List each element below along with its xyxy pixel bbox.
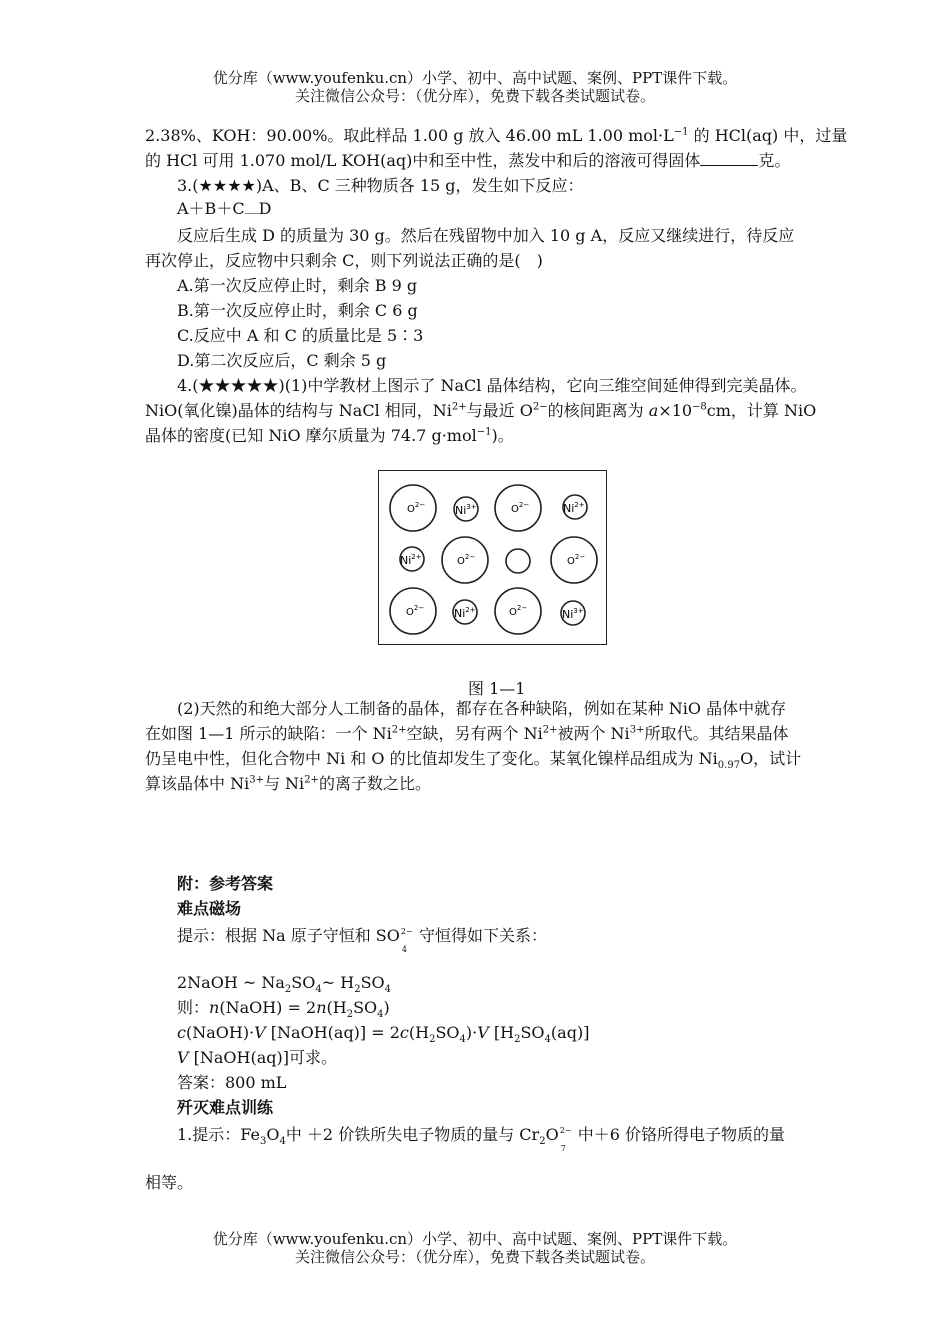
o-ion <box>390 588 436 634</box>
q3-option-c: C.反应中 A 和 C 的质量比是 5∶3 <box>177 326 424 345</box>
ni2-ion <box>563 495 587 519</box>
svg-text:O2−: $O^{2-}$ <box>509 604 528 618</box>
equation-3: c(NaOH)·V [NaOH(aq)] = $2c(H_2SO_4)\cdot V$ $[H_2SO_4(aq)]$ <box>177 1023 590 1046</box>
svg-text:Ni2+: $Ni^{2+}$ <box>454 606 476 620</box>
q3-stem: 3.(★★★★)A、B、C 三种物质各 15 g，发生如下反应： <box>177 176 584 195</box>
ni-vacancy <box>506 549 530 573</box>
header-line-2: 关注微信公众号：（优分库），免费下载各类试题试卷。 <box>294 87 655 105</box>
q2-line-1: 2.38%、KOH：90.00%。取此样品 1.00 g 放入 46.00 mL 1.00 $mol\cdot L^{-1}$ 的 HCl(aq) 中，过量 <box>145 126 848 145</box>
q4-p2-line-3: 仍呈电中性，但化合物中 Ni 和 O 的比值却发生了变化。某氧化镍样品组成为 $Ni_{0.97}O$，试计 <box>145 749 802 772</box>
q4-p2-line-4: 算该晶体中 $Ni^{3+}$与 $Ni^{2+}$的离子数之比。 <box>145 774 431 793</box>
q3-option-a: A.第一次反应停止时，剩余 B 9 g <box>177 276 418 295</box>
hint-1: 提示：根据 Na 原子守恒和 SO 2− 4 守恒得如下关系： <box>177 926 547 954</box>
answers-title: 附：参考答案 <box>177 874 274 893</box>
q3-line-4: 再次停止，反应物中只剩余 C，则下列说法正确的是( ) <box>145 251 543 270</box>
svg-text:Ni2+: $Ni^{2+}$ <box>563 501 585 515</box>
svg-text:Ni3+: $Ni^{3+}$ <box>455 503 477 517</box>
header-line-1: 优分库（www.youfenku.cn）小学、初中、高中试题、案例、PPT课件下载。 <box>212 69 738 87</box>
crystal-defect-figure <box>378 470 607 645</box>
answer-blank <box>700 151 758 166</box>
footer-line-1: 优分库（www.youfenku.cn）小学、初中、高中试题、案例、PPT课件下载。 <box>212 1230 738 1248</box>
ni3-ion <box>561 601 585 625</box>
q4-p2-line-2: 在如图 1—1 所示的缺陷：一个 $Ni^{2+}$空缺，另有两个 $Ni^{2+}$被两个 $Ni^{3+}$所取代。其结果晶体 <box>145 724 789 743</box>
answer-value: 答案：800 mL <box>177 1073 287 1092</box>
q4-line-2: NiO(氧化镍)晶体的结构与 NaCl 相同，$Ni^{2+}$与最近 $O^{2-}$的核间距离为 $a\times 10^{-8}cm$，计算 NiO <box>145 401 817 420</box>
q2-line-2: 的 HCl 可用 1.070 mol/L KOH(aq)中和至中性，蒸发中和后的溶液可得固体 克。 <box>145 151 791 170</box>
equation-1: 2NaOH ~ $Na_2SO_4\sim$ $H_2SO_4$ <box>177 973 392 996</box>
svg-text:Ni2+: $Ni^{2+}$ <box>400 553 422 567</box>
equation-4: V [NaOH(aq)]可求。 <box>177 1048 338 1067</box>
q4-p2-line-1: (2)天然的和绝大部分人工制备的晶体，都存在各种缺陷，例如在某种 NiO 晶体中就存 <box>177 699 787 718</box>
answers-section-2: 歼灭难点训练 <box>177 1098 274 1117</box>
o-ion <box>495 485 541 531</box>
svg-text:O2−: $O^{2-}$ <box>511 501 530 515</box>
ni2-ion <box>400 547 424 571</box>
q3-option-d: D.第二次反应后，C 剩余 5 g <box>177 351 387 370</box>
equation-2: 则：n(NaOH) = $2n(H_2SO_4)$ <box>177 998 390 1021</box>
o-ion <box>551 537 597 583</box>
training-hint-1: 1.提示：$Fe_3O_4$中 ＋2 价铁所失电子物质的量与 $Cr_2O$ 2− 7 中＋6 价铬所得电子物质的量 <box>177 1125 786 1153</box>
svg-text:O2−: $O^{2-}$ <box>457 553 476 567</box>
footer-line-2: 关注微信公众号：（优分库），免费下载各类试题试卷。 <box>294 1248 655 1266</box>
o-ion <box>390 485 436 531</box>
svg-text:Ni3+: $Ni^{3+}$ <box>562 607 584 621</box>
ni3-ion <box>453 600 477 624</box>
q4-line-3: 晶体的密度(已知 NiO 摩尔质量为 74.7 g·mol$^{-1}$)。 <box>145 426 514 445</box>
q3-option-b: B.第一次反应停止时，剩余 C 6 g <box>177 301 418 320</box>
svg-text:O2−: $O^{2-}$ <box>567 553 586 567</box>
q3-reaction: A＋B＋C D <box>177 199 272 218</box>
q4-line-1: 4.(★★★★★)(1)中学教材上图示了 NaCl 晶体结构，它向三维空间延伸得到完美晶体。 <box>177 376 807 395</box>
answers-section-1: 难点磁场 <box>177 899 242 918</box>
training-hint-1-cont: 相等。 <box>145 1173 194 1192</box>
o-ion <box>442 537 488 583</box>
q3-line-3: 反应后生成 D 的质量为 30 g。然后在残留物中加入 10 g A，反应又继续进行，待反应 <box>177 226 795 245</box>
figure-caption: 图 1—1 <box>468 679 526 698</box>
o-ion <box>495 588 541 634</box>
ni3-ion <box>454 497 478 521</box>
svg-text:O2−: $O^{2-}$ <box>406 604 425 618</box>
svg-text:O2−: $O^{2-}$ <box>407 501 426 515</box>
